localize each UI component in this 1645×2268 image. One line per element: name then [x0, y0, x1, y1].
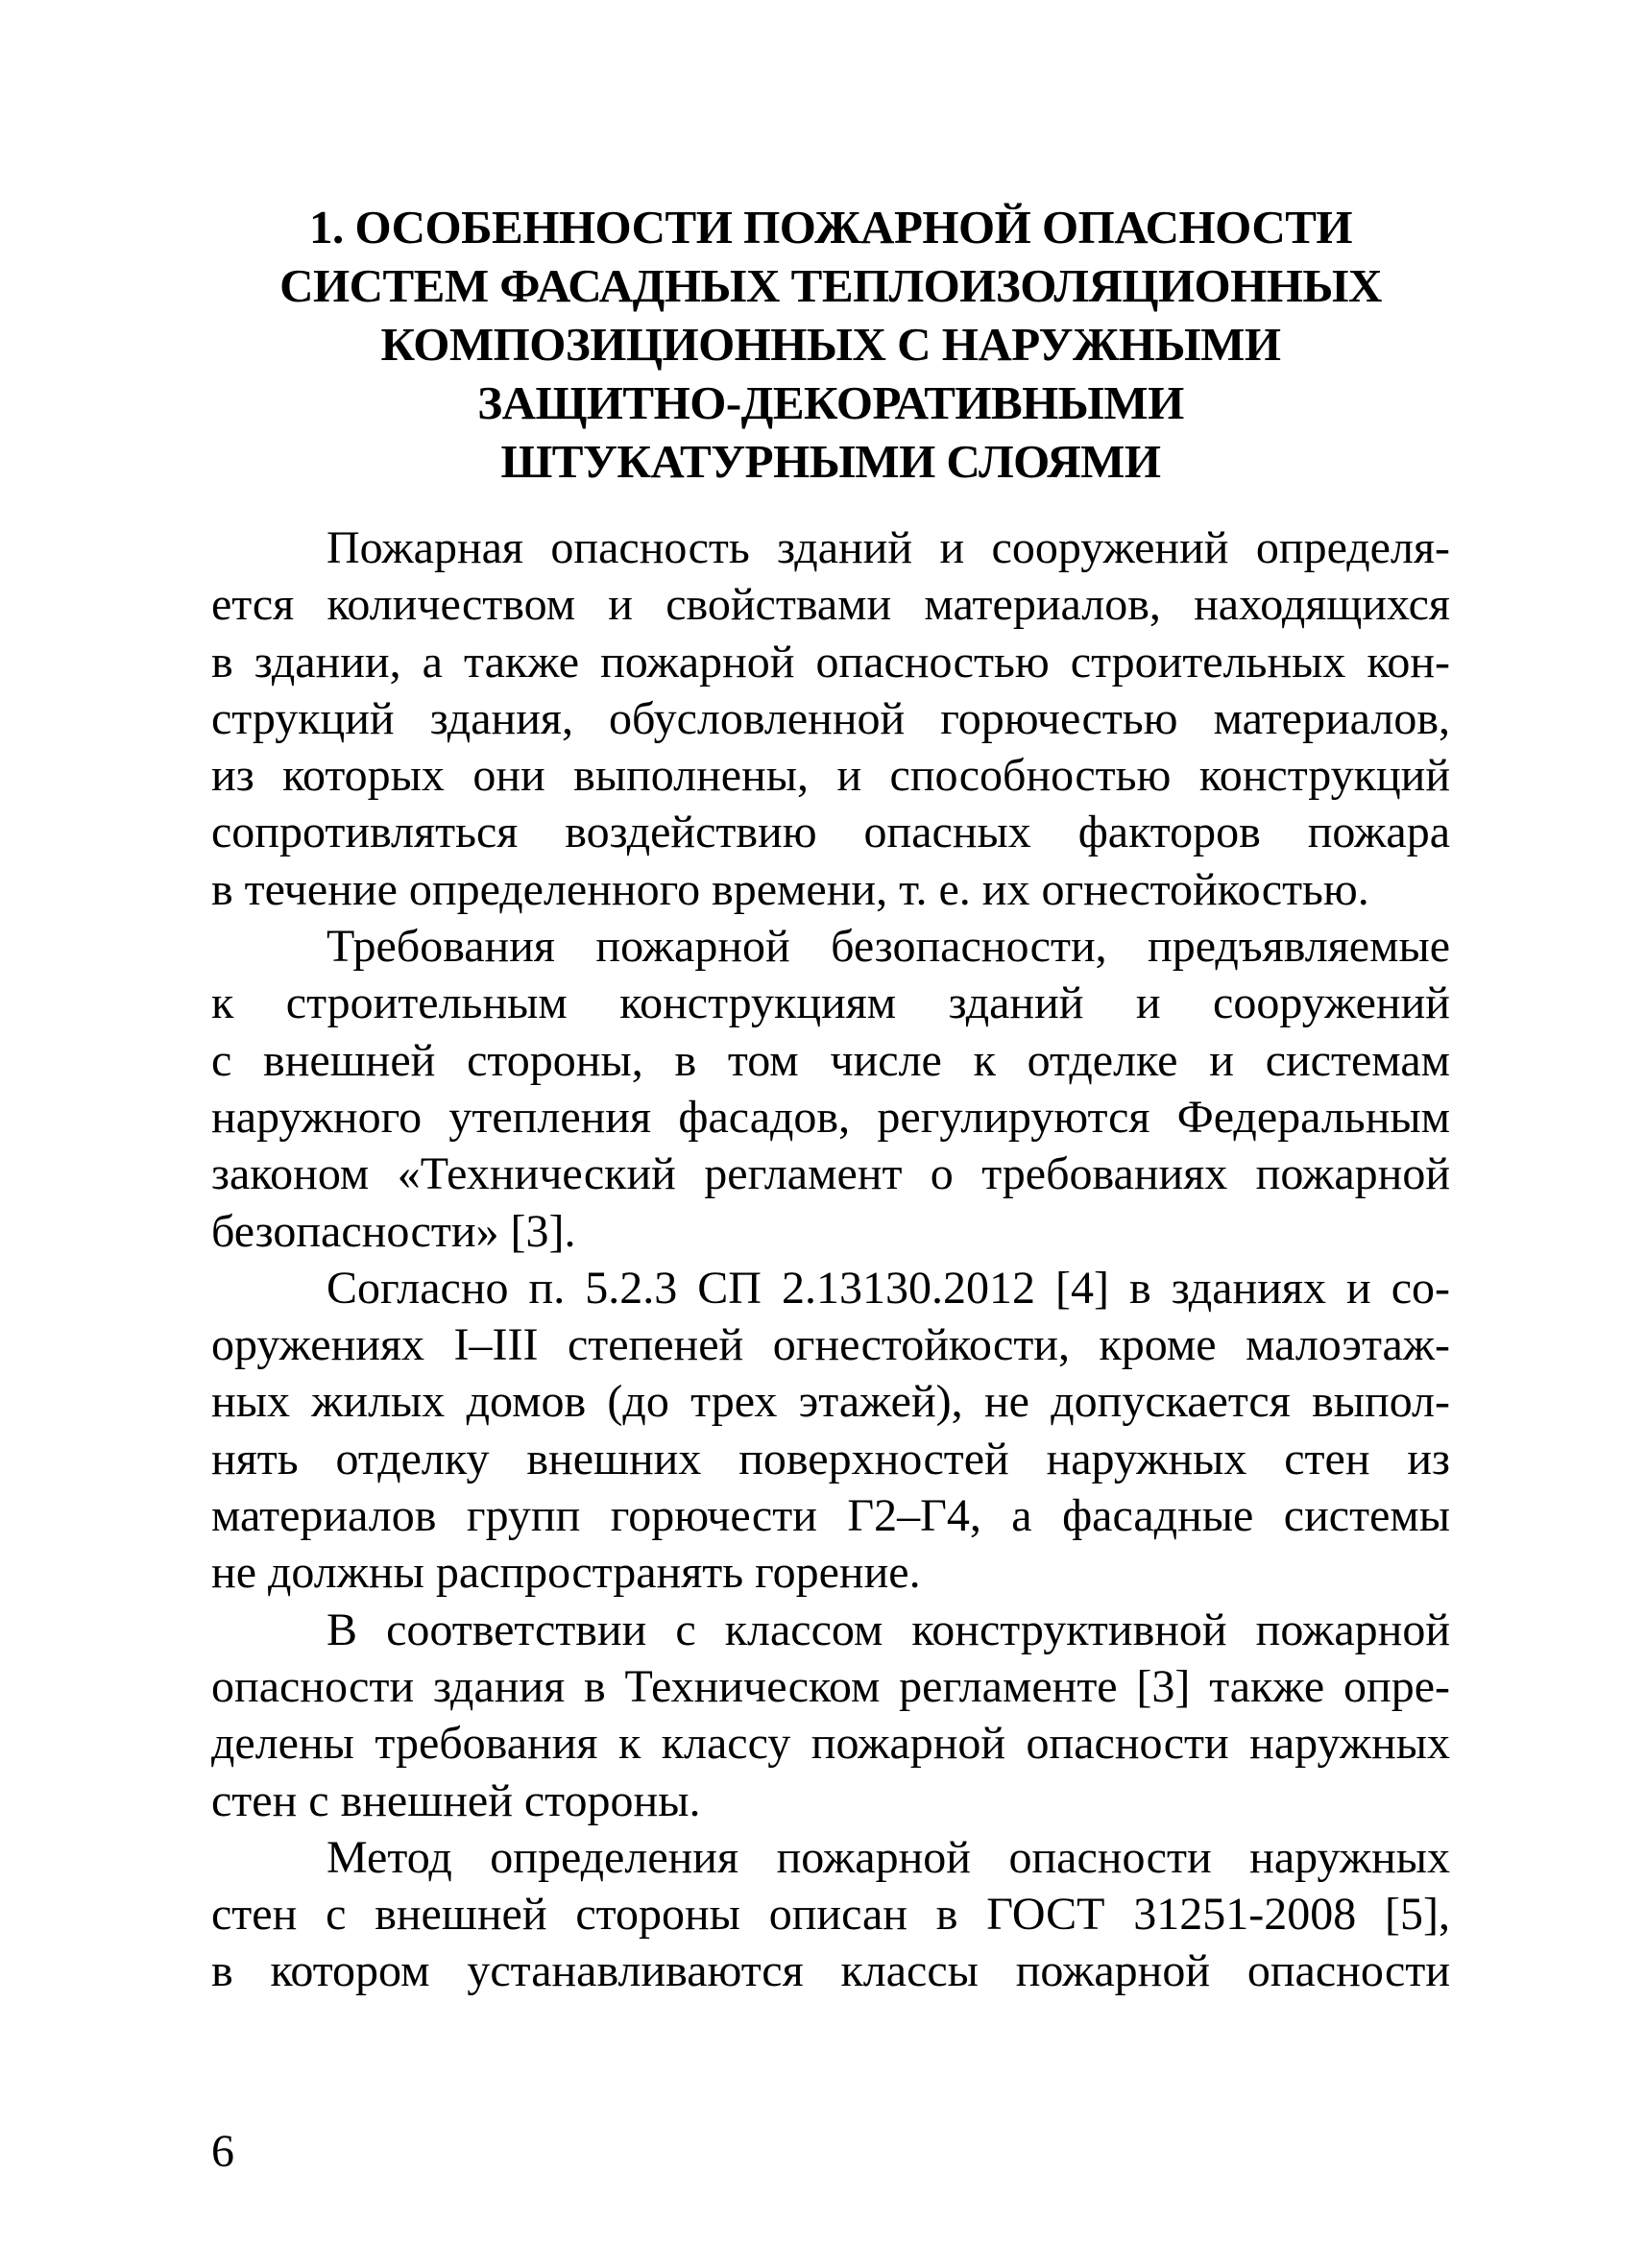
text-line: нять отделку внешних поверхностей наружных стен из — [211, 1433, 1450, 1484]
text-line: сопротивляться воздействию опасных факторов пожара — [211, 807, 1450, 858]
text-line: Согласно п. 5.2.3 СП 2.13130.2012 [4] в зданиях и со- — [327, 1262, 1450, 1314]
text-line: в здании, а также пожарной опасностью строительных кон- — [211, 636, 1450, 688]
text-line: безопасности» [3]. — [211, 1205, 576, 1257]
body-text — [211, 519, 1450, 2000]
text-line: Пожарная опасность зданий и сооружений определя- — [327, 522, 1450, 573]
text-line: ных жилых домов (до трех этажей), не допускается выпол- — [211, 1376, 1450, 1428]
paragraph-structural-class — [211, 1602, 1450, 1829]
paragraph-safety-requirements — [211, 918, 1450, 1260]
text-line: Требования пожарной безопасности, предъявляемые — [327, 921, 1450, 973]
page-number: 6 — [211, 2126, 234, 2177]
text-line: опасности здания в Техническом регламенте [3] также опре- — [211, 1660, 1450, 1712]
paragraph-fire-hazard — [211, 519, 1450, 918]
heading-line: ШТУКАТУРНЫМИ СЛОЯМИ — [500, 435, 1161, 488]
text-line: ется количеством и свойствами материалов, находящихся — [211, 579, 1450, 631]
text-line: стен с внешней стороны. — [211, 1774, 701, 1826]
text-line: стен с внешней стороны описан в ГОСТ 31251-2008 [5], — [211, 1889, 1450, 1941]
heading-line: 1. ОСОБЕННОСТИ ПОЖАРНОЙ ОПАСНОСТИ — [308, 201, 1353, 253]
text-line: с внешней стороны, в том числе к отделке и системам — [211, 1034, 1450, 1086]
heading-line: СИСТЕМ ФАСАДНЫХ ТЕПЛОИЗОЛЯЦИОННЫХ — [279, 259, 1382, 312]
text-line: в котором устанавливаются классы пожарной опасности — [211, 1945, 1450, 1997]
text-line: материалов групп горючести Г2–Г4, а фасадные системы — [211, 1490, 1450, 1542]
text-line: В соответствии с классом конструктивной пожарной — [327, 1604, 1450, 1655]
heading-line: ЗАЩИТНО-ДЕКОРАТИВНЫМИ — [477, 376, 1184, 429]
text-line: из которых они выполнены, и способностью конструкций — [211, 750, 1450, 802]
paragraph-test-method — [211, 1829, 1450, 2000]
text-line: в течение определенного времени, т. е. их огнестойкостью. — [211, 863, 1369, 915]
paragraph-sp-clause — [211, 1260, 1450, 1602]
heading-line: КОМПОЗИЦИОННЫХ С НАРУЖНЫМИ — [380, 318, 1281, 371]
text-line: законом «Технический регламент о требованиях пожарной — [211, 1148, 1450, 1200]
text-line: к строительным конструкциям зданий и сооружений — [211, 977, 1450, 1029]
text-line: делены требования к классу пожарной опасности наружных — [211, 1718, 1450, 1770]
text-line: Метод определения пожарной опасности наружных — [327, 1831, 1450, 1883]
section-heading — [211, 198, 1450, 491]
text-line: наружного утепления фасадов, регулируются Федеральным — [211, 1091, 1450, 1143]
text-line: оружениях I–III степеней огнестойкости, кроме малоэтаж- — [211, 1319, 1450, 1371]
text-line: не должны распространять горение. — [211, 1547, 921, 1599]
text-line: струкций здания, обусловленной горючестью материалов, — [211, 692, 1450, 744]
